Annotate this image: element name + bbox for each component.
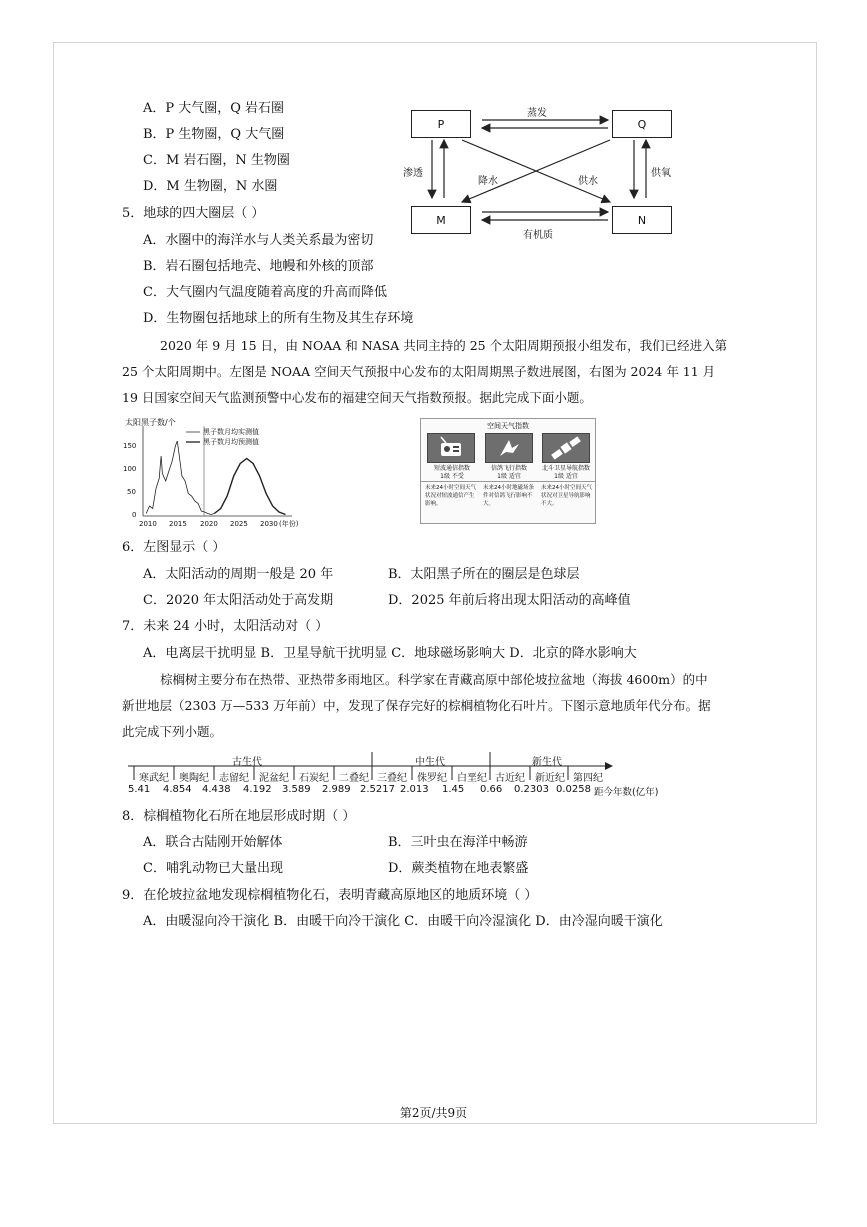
q8-option-c: C．哺乳动物已大量出现	[143, 861, 283, 876]
q6-stem: 6．左图显示（ ）	[122, 540, 226, 555]
space-weather-title: 空间天气指数	[487, 422, 529, 430]
q7-options: A．电离层干扰明显 B．卫星导航干扰明显 C．地球磁场影响大 D．北京的降水影响大	[143, 646, 637, 661]
card-2-image	[485, 433, 533, 463]
q5-option-a: A．水圈中的海洋水与人类关系最为密切	[143, 233, 374, 248]
card-1-image	[427, 433, 475, 463]
passage2-line1: 棕榈树主要分布在热带、亚热带多雨地区。科学家在青藏高原中部伦坡拉盆地（海拔 4600m）的中	[160, 672, 708, 687]
q5-option-d: D．生物圈包括地球上的所有生物及其生存环境	[143, 311, 414, 326]
passage1-line2: 25 个太阳周期中。左图是 NOAA 空间天气预报中心发布的太阳周期黑子数进展图，右图为 2024 年 11 月	[122, 364, 716, 379]
period-label: 志留纪	[219, 773, 249, 784]
card-1-desc: 未来24小时空间天气状况对短波通信产生影响。	[425, 485, 476, 507]
q4-option-b: B．P 生物圈，Q 大气圈	[143, 127, 285, 142]
y-tick-100: 100	[123, 465, 137, 473]
card-1-level: 1级 不受	[440, 473, 464, 480]
panel-divider	[421, 481, 595, 482]
x-tick-2010: 2010	[139, 520, 157, 528]
y-tick-150: 150	[123, 442, 137, 450]
label-water-supply: 供水	[578, 176, 598, 187]
q9-options: A．由暖湿向冷干演化 B．由暖干向冷干演化 C．由暖干向冷湿演化 D．由冷湿向暖干演化	[143, 914, 663, 929]
card-3-name: 北斗卫星导航指数	[541, 465, 590, 472]
x-unit: (年份)	[279, 520, 299, 528]
age-value: 0.66	[480, 784, 503, 795]
age-value: 3.589	[282, 784, 311, 795]
card-2-level: 1级 适宜	[497, 473, 521, 480]
x-tick-2015: 2015	[169, 520, 187, 528]
card-3-image	[542, 433, 590, 463]
passage2-line3: 此完成下列小题。	[122, 724, 223, 739]
q6-option-a: A．太阳活动的周期一般是 20 年	[143, 567, 334, 582]
period-label: 新近纪	[535, 773, 565, 784]
x-tick-2025: 2025	[230, 520, 248, 528]
age-value: 0.0258	[556, 784, 591, 795]
page-number: 第2页/共9页	[399, 1106, 468, 1120]
q8-option-d: D．蕨类植物在地表繁盛	[388, 861, 529, 876]
q9-stem: 9．在伦坡拉盆地发现棕榈植物化石，表明青藏高原地区的地质环境（ ）	[122, 888, 538, 903]
x-tick-2020: 2020	[200, 520, 218, 528]
q8-stem: 8．棕榈植物化石所在地层形成时期（ ）	[122, 809, 356, 824]
age-value: 4.854	[163, 784, 192, 795]
node-q: Q	[612, 110, 672, 138]
node-n: N	[612, 206, 672, 234]
age-value: 1.45	[442, 784, 465, 795]
card-1-name: 短波通信指数	[433, 465, 470, 472]
period-label: 二叠纪	[339, 773, 369, 784]
era-paleozoic: 古生代	[232, 757, 262, 768]
card-2-desc: 未来24小时地磁场条件对信鸽飞行影响不大。	[483, 485, 534, 507]
q4-option-d: D．M 生物圈，N 水圈	[143, 179, 278, 194]
age-value: 4.438	[202, 784, 231, 795]
label-precipitation: 降水	[478, 176, 498, 187]
era-mesozoic: 中生代	[415, 757, 445, 768]
y-tick-0: 0	[132, 511, 137, 519]
space-weather-panel	[420, 418, 596, 524]
period-label: 白垩纪	[457, 773, 487, 784]
age-value: 0.2303	[514, 784, 549, 795]
q6-option-c: C．2020 年太阳活动处于高发期	[143, 593, 334, 608]
passage1-line1: 2020 年 9 月 15 日，由 NOAA 和 NASA 共同主持的 25 个太阳周期预报小组发布，我们已经进入第	[160, 338, 728, 353]
radio-icon	[428, 434, 474, 462]
period-label: 泥盆纪	[259, 773, 289, 784]
period-label: 三叠纪	[377, 773, 407, 784]
label-organic-matter: 有机质	[523, 230, 553, 241]
era-cenozoic: 新生代	[532, 757, 562, 768]
legend-actual: 黑子数月均实测值	[203, 428, 259, 436]
period-label: 古近纪	[495, 773, 525, 784]
q5-option-c: C．大气圈内气温度随着高度的升高而降低	[143, 285, 387, 300]
y-tick-50: 50	[127, 488, 136, 496]
q8-option-b: B．三叶虫在海洋中畅游	[388, 835, 528, 850]
period-label: 侏罗纪	[417, 773, 447, 784]
label-infiltration: 渗透	[403, 168, 423, 179]
series-predicted-line	[214, 459, 285, 515]
age-value: 2.5217	[360, 784, 395, 795]
card-3-desc: 未来24小时空间天气状况对卫星导航影响不大。	[541, 485, 592, 507]
period-label: 第四纪	[573, 773, 603, 784]
q8-option-a: A．联合古陆刚开始解体	[143, 835, 283, 850]
satellite-icon	[543, 434, 589, 462]
x-tick-2030: 2030	[260, 520, 278, 528]
chart-ylabel: 太阳黑子数/个	[125, 418, 176, 427]
node-m: M	[411, 206, 471, 234]
age-value: 4.192	[243, 784, 272, 795]
period-label: 奥陶纪	[179, 773, 209, 784]
age-value: 2.013	[400, 784, 429, 795]
period-label: 寒武纪	[139, 773, 169, 784]
legend-predicted: 黑子数月均预测值	[203, 438, 259, 446]
q7-stem: 7．未来 24 小时，太阳活动对（ ）	[122, 619, 329, 634]
age-value: 2.989	[322, 784, 351, 795]
q4-option-c: C．M 岩石圈，N 生物圈	[143, 153, 290, 168]
passage2-line2: 新世地层（2303 万—533 万年前）中，发现了保存完好的棕榈植物化石叶片。下图示意地质年代分布。据	[122, 698, 711, 713]
q6-option-d: D．2025 年前后将出现太阳活动的高峰值	[388, 593, 631, 608]
passage1-line3: 19 日国家空间天气监测预警中心发布的福建空间天气指数预报。据此完成下面小题。	[122, 390, 592, 405]
node-p: P	[411, 110, 471, 138]
card-3-level: 1级 适宜	[554, 473, 578, 480]
label-oxygen-supply: 供氧	[651, 168, 671, 179]
period-label: 石炭纪	[299, 773, 329, 784]
q5-stem: 5．地球的四大圈层（ ）	[122, 206, 265, 221]
q5-option-b: B．岩石圈包括地壳、地幔和外核的顶部	[143, 259, 374, 274]
q6-option-b: B．太阳黑子所在的圈层是色球层	[388, 567, 580, 582]
timeline-unit: 距今年数(亿年)	[594, 787, 659, 798]
q4-option-a: A．P 大气圈，Q 岩石圈	[143, 101, 285, 116]
age-value: 5.41	[128, 784, 151, 795]
bird-icon	[486, 434, 532, 462]
label-evaporation: 蒸发	[527, 108, 547, 119]
card-2-name: 信鸽飞行指数	[490, 465, 527, 472]
